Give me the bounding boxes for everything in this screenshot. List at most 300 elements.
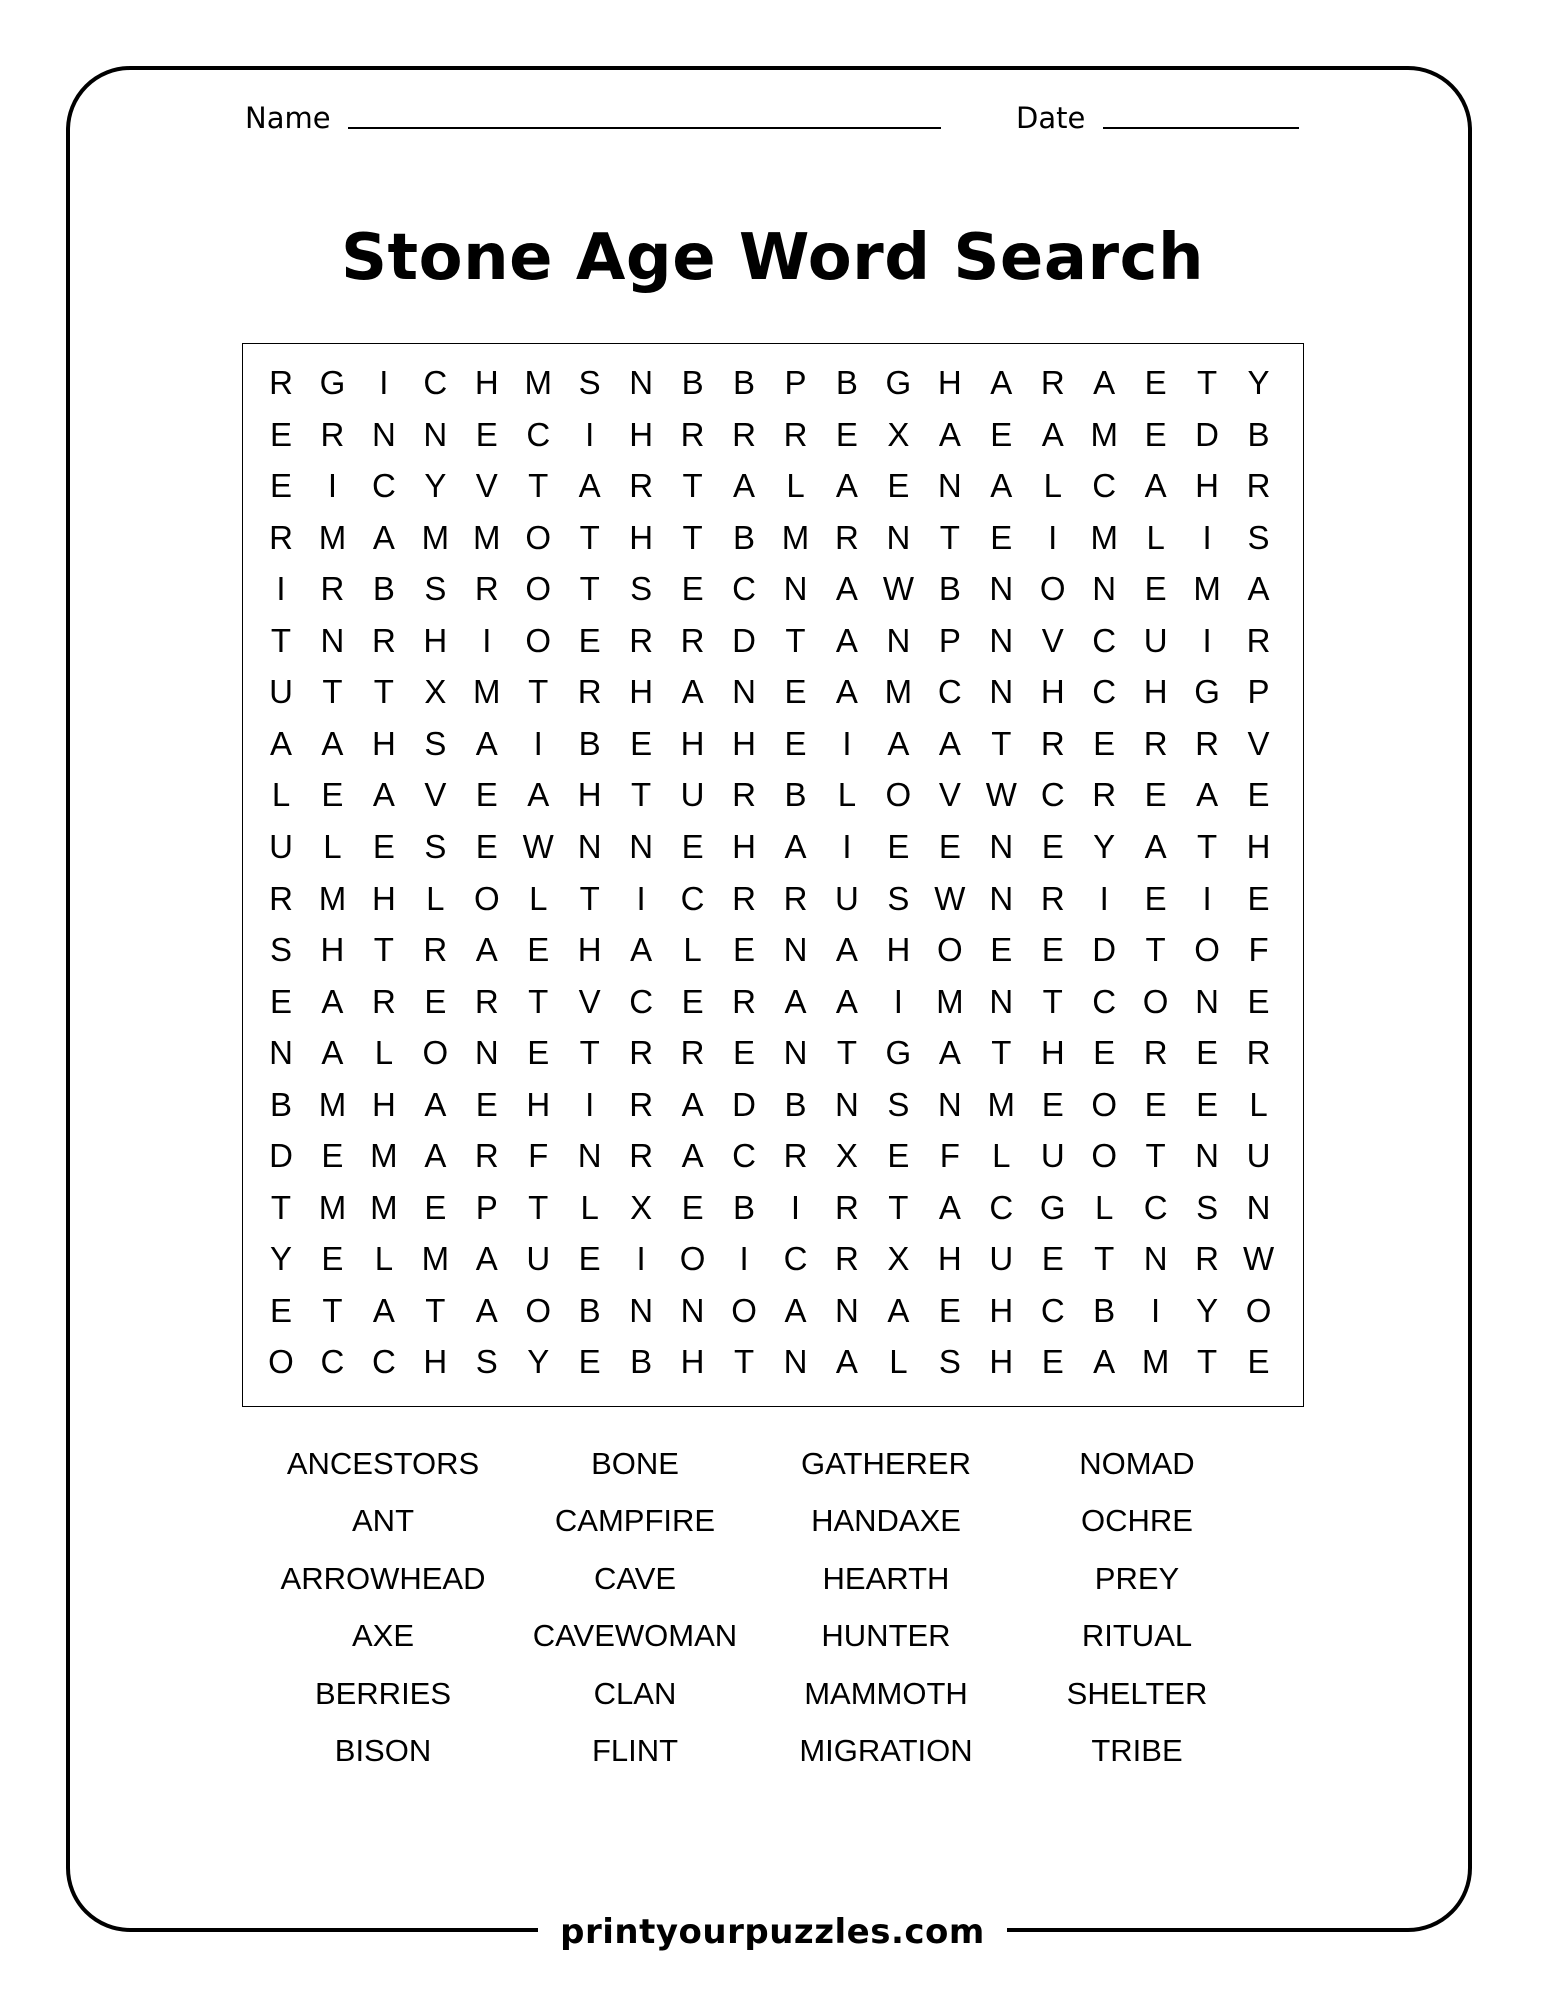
grid-cell: C <box>1092 621 1117 659</box>
grid-cell: R <box>629 1137 654 1175</box>
grid-cell: H <box>474 364 499 401</box>
word-list-item: GATHERER <box>801 1446 971 1481</box>
grid-cell: U <box>989 1240 1014 1278</box>
date-line <box>1103 127 1299 129</box>
grid-cell: A <box>990 364 1013 401</box>
word-list-item: MIGRATION <box>799 1733 973 1768</box>
word-list-item: BONE <box>591 1446 679 1481</box>
grid-cell: T <box>733 1343 755 1381</box>
grid-cell: E <box>475 1085 498 1123</box>
grid-cell: E <box>990 931 1013 969</box>
grid-cell: B <box>578 724 601 762</box>
grid-cell: T <box>270 1188 292 1226</box>
grid-cell: N <box>474 1034 499 1072</box>
word-list-item: AXE <box>351 1618 415 1654</box>
grid-cell: C <box>937 673 962 711</box>
grid-cell: N <box>629 827 654 865</box>
grid-cell: H <box>629 673 654 711</box>
grid-cell: M <box>318 1188 347 1226</box>
grid-cell: R <box>474 982 499 1020</box>
grid-cell: T <box>991 724 1012 762</box>
grid-cell: M <box>318 518 347 556</box>
grid-cell: T <box>270 621 292 659</box>
grid-cell: A <box>938 1034 961 1072</box>
grid-cell: G <box>1194 673 1220 711</box>
grid-cell: L <box>374 1240 394 1278</box>
grid-cell: A <box>938 415 961 453</box>
grid-cell: W <box>1242 1240 1275 1278</box>
grid-cell: R <box>783 1137 808 1175</box>
grid-cell: M <box>987 1085 1016 1123</box>
word-list-item: HEARTH <box>822 1560 950 1596</box>
grid-cell: A <box>1144 467 1167 505</box>
grid-cell: A <box>681 1137 704 1175</box>
grid-cell: E <box>990 518 1013 556</box>
grid-cell: I <box>842 724 852 762</box>
footer <box>0 1902 1545 1962</box>
grid-cell: H <box>423 621 448 659</box>
grid-cell: H <box>1246 827 1271 865</box>
grid-cell: M <box>318 879 347 917</box>
letter-grid <box>242 343 1304 1407</box>
grid-cell: E <box>578 621 601 659</box>
grid-cell: P <box>1247 673 1270 711</box>
grid-cell: T <box>1197 364 1218 401</box>
grid-cell: U <box>1246 1137 1271 1175</box>
grid-cell: E <box>1247 982 1270 1020</box>
grid-cell: O <box>937 931 963 969</box>
grid-cell: A <box>321 982 344 1020</box>
grid-cell: A <box>475 931 498 969</box>
grid-cell: N <box>989 570 1014 608</box>
grid-cell: N <box>989 982 1014 1020</box>
grid-cell: R <box>629 1034 654 1072</box>
grid-cell: P <box>938 621 961 659</box>
grid-cell: A <box>630 931 653 969</box>
grid-cell: U <box>835 879 859 917</box>
grid-cell: F <box>939 1137 960 1175</box>
grid-cell: R <box>269 364 293 401</box>
grid-cell: R <box>474 1137 499 1175</box>
grid-cell: T <box>991 1034 1012 1072</box>
grid-cell: H <box>1143 673 1168 711</box>
grid-cell: H <box>680 724 705 762</box>
grid-cell: M <box>421 518 450 556</box>
grid-cell: E <box>733 1034 756 1072</box>
grid-cell: E <box>321 776 344 814</box>
grid-cell: A <box>835 673 858 711</box>
grid-cell: A <box>835 931 858 969</box>
grid-cell: C <box>783 1240 808 1278</box>
grid-cell: S <box>269 931 292 969</box>
grid-cell: R <box>835 1240 859 1278</box>
grid-cell: A <box>733 467 756 505</box>
grid-cell: L <box>992 1137 1011 1175</box>
grid-cell: I <box>1202 621 1212 659</box>
grid-cell: S <box>424 570 447 608</box>
grid-cell: U <box>680 776 705 814</box>
grid-cell: N <box>732 673 756 711</box>
grid-cell: N <box>577 827 602 865</box>
grid-cell: F <box>1248 931 1269 969</box>
grid-cell: H <box>937 364 962 401</box>
grid-cell: E <box>630 724 653 762</box>
grid-cell: W <box>882 570 914 608</box>
word-list-item: ARROWHEAD <box>280 1560 486 1596</box>
grid-cell: E <box>475 827 498 865</box>
grid-cell: O <box>525 621 552 659</box>
grid-cell: R <box>783 879 808 917</box>
grid-cell: L <box>426 879 445 917</box>
grid-cell: H <box>937 1240 962 1278</box>
grid-cell: S <box>887 1085 910 1123</box>
grid-cell: A <box>578 467 601 505</box>
grid-cell: F <box>528 1137 549 1175</box>
grid-cell: Y <box>527 1343 550 1381</box>
grid-cell: O <box>473 879 500 917</box>
grid-cell: C <box>1040 1291 1065 1329</box>
grid-cell: T <box>322 1291 343 1329</box>
grid-cell: Y <box>269 1240 292 1278</box>
word-list-item: CAVE <box>593 1560 677 1596</box>
grid-cell: A <box>1144 827 1167 865</box>
grid-cell: N <box>629 1291 654 1329</box>
grid-cell: T <box>373 931 394 969</box>
grid-cell: Y <box>1196 1291 1219 1329</box>
grid-cell: B <box>733 518 756 556</box>
grid-cell: L <box>529 879 548 917</box>
grid-cell: T <box>1042 982 1063 1020</box>
name-label: Name <box>245 101 331 135</box>
grid-cell: E <box>1247 776 1270 814</box>
grid-cell: H <box>1040 673 1065 711</box>
grid-cell: R <box>1143 1034 1168 1072</box>
grid-cell: N <box>680 1291 705 1329</box>
grid-cell: E <box>269 1291 292 1329</box>
grid-cell: B <box>835 364 858 401</box>
grid-cell: T <box>579 518 600 556</box>
word-list-item: FLINT <box>591 1733 679 1768</box>
grid-cell: O <box>525 1291 552 1329</box>
grid-cell: E <box>321 1240 344 1278</box>
grid-cell: V <box>1041 621 1064 659</box>
grid-cell: Y <box>1093 827 1116 865</box>
grid-cell: E <box>1247 879 1270 917</box>
grid-cell: T <box>1145 931 1166 969</box>
grid-cell: I <box>585 415 595 453</box>
grid-cell: L <box>837 776 857 814</box>
grid-cell: M <box>473 518 501 556</box>
grid-cell: N <box>783 1034 808 1072</box>
grid-cell: R <box>1246 467 1271 505</box>
grid-cell: B <box>269 1085 292 1123</box>
grid-cell: V <box>424 776 447 814</box>
grid-cell: A <box>1041 415 1064 453</box>
grid-cell: R <box>680 1034 705 1072</box>
grid-cell: H <box>989 1343 1014 1381</box>
grid-cell: I <box>636 879 646 917</box>
grid-cell: E <box>681 570 704 608</box>
grid-cell: W <box>985 776 1017 814</box>
grid-cell: A <box>835 1343 858 1381</box>
grid-cell: A <box>475 1291 498 1329</box>
grid-cell: A <box>835 621 858 659</box>
grid-cell: E <box>1144 364 1167 401</box>
grid-cell: H <box>629 415 654 453</box>
grid-cell: E <box>1144 1085 1167 1123</box>
word-list-item: NOMAD <box>1079 1446 1195 1481</box>
grid-cell: C <box>1092 982 1117 1020</box>
grid-cell: O <box>422 1034 449 1072</box>
grid-cell: A <box>784 982 807 1020</box>
grid-cell: O <box>1039 570 1066 608</box>
grid-cell: H <box>526 1085 551 1123</box>
grid-cell: M <box>936 982 964 1020</box>
grid-cell: X <box>887 1240 910 1278</box>
grid-cell: B <box>630 1343 653 1381</box>
grid-cell: A <box>681 1085 704 1123</box>
grid-cell: S <box>578 364 601 401</box>
grid-cell: E <box>372 827 395 865</box>
grid-cell: M <box>1193 570 1221 608</box>
grid-cell: R <box>732 776 756 814</box>
grid-cell: N <box>629 364 654 401</box>
grid-cell: B <box>938 570 961 608</box>
grid-cell: H <box>577 931 602 969</box>
grid-cell: A <box>681 673 704 711</box>
grid-cell: U <box>269 673 293 711</box>
grid-cell: R <box>1246 1034 1271 1072</box>
grid-cell: E <box>733 931 756 969</box>
grid-cell: R <box>320 570 345 608</box>
grid-cell: A <box>475 724 498 762</box>
grid-cell: I <box>893 982 903 1020</box>
grid-cell: R <box>1040 724 1065 762</box>
grid-cell: I <box>1202 879 1212 917</box>
grid-cell: D <box>732 1085 756 1123</box>
name-line <box>348 127 941 129</box>
grid-cell: C <box>680 879 705 917</box>
grid-cell: B <box>784 1085 807 1123</box>
word-list-item: CAMPFIRE <box>554 1503 716 1539</box>
grid-cell: Y <box>424 467 447 505</box>
grid-cell: N <box>269 1034 293 1072</box>
grid-cell: M <box>884 673 913 711</box>
grid-cell: R <box>680 415 705 453</box>
grid-cell: N <box>937 467 962 505</box>
grid-cell: H <box>680 1343 705 1381</box>
word-list-item: SHELTER <box>1066 1675 1208 1711</box>
grid-cell: E <box>1041 1085 1064 1123</box>
grid-cell: A <box>887 724 910 762</box>
grid-cell: H <box>886 931 911 969</box>
grid-cell: A <box>372 1291 395 1329</box>
grid-cell: L <box>580 1188 599 1226</box>
grid-cell: H <box>732 827 756 865</box>
word-list-item: MAMMOTH <box>804 1675 968 1711</box>
grid-cell: E <box>938 827 961 865</box>
grid-cell: R <box>732 982 756 1020</box>
grid-cell: I <box>1048 518 1058 556</box>
grid-cell: N <box>783 570 808 608</box>
grid-cell: P <box>475 1188 498 1226</box>
grid-cell: A <box>784 1291 807 1329</box>
grid-cell: I <box>379 364 389 401</box>
grid-cell: T <box>1197 827 1218 865</box>
grid-cell: B <box>578 1291 601 1329</box>
grid-cell: S <box>424 724 447 762</box>
grid-cell: U <box>269 827 293 865</box>
grid-cell: M <box>421 1240 450 1278</box>
grid-cell: E <box>475 415 498 453</box>
grid-cell: M <box>1090 415 1118 453</box>
word-list-item: TRIBE <box>1091 1733 1183 1768</box>
grid-cell: Y <box>1247 364 1270 401</box>
grid-cell: H <box>371 879 396 917</box>
grid-cell: A <box>1196 776 1219 814</box>
grid-cell: L <box>786 467 805 505</box>
grid-cell: T <box>528 467 549 505</box>
grid-cell: I <box>327 467 338 505</box>
grid-cell: P <box>784 364 807 401</box>
grid-cell: N <box>937 1085 962 1123</box>
grid-cell: N <box>1195 982 1220 1020</box>
grid-cell: M <box>370 1137 398 1175</box>
grid-cell: T <box>1094 1240 1115 1278</box>
grid-cell: B <box>372 570 395 608</box>
word-list-item: CLAN <box>593 1675 677 1711</box>
grid-cell: S <box>1196 1188 1219 1226</box>
grid-cell: H <box>320 931 345 969</box>
grid-cell: L <box>1249 1085 1268 1123</box>
grid-cell: R <box>1092 776 1117 814</box>
grid-cell: N <box>886 621 911 659</box>
grid-cell: E <box>475 776 498 814</box>
grid-cell: E <box>1144 415 1167 453</box>
grid-cell: T <box>785 621 806 659</box>
grid-cell: T <box>1197 1343 1218 1381</box>
grid-cell: E <box>681 827 704 865</box>
grid-cell: H <box>1195 467 1220 505</box>
grid-cell: R <box>269 518 293 556</box>
grid-cell: C <box>1040 776 1065 814</box>
grid-cell: A <box>835 467 858 505</box>
grid-cell: R <box>732 879 756 917</box>
grid-cell: N <box>989 827 1014 865</box>
grid-cell: O <box>525 570 552 608</box>
grid-cell: I <box>276 570 286 608</box>
grid-cell: E <box>1093 724 1116 762</box>
grid-cell: E <box>887 827 910 865</box>
grid-cell: E <box>1247 1343 1270 1381</box>
grid-cell: N <box>320 621 345 659</box>
grid-cell: E <box>938 1291 961 1329</box>
grid-cell: E <box>887 467 910 505</box>
grid-cell: T <box>528 1188 549 1226</box>
grid-cell: X <box>630 1188 653 1226</box>
grid-cell: E <box>578 1343 601 1381</box>
grid-cell: A <box>1093 1343 1116 1381</box>
grid-cell: C <box>732 1137 756 1175</box>
grid-cell: E <box>1196 1034 1219 1072</box>
grid-cell: O <box>1091 1137 1118 1175</box>
grid-cell: U <box>1143 621 1168 659</box>
grid-cell: R <box>423 931 448 969</box>
grid-cell: E <box>269 982 292 1020</box>
grid-cell: E <box>1144 879 1167 917</box>
grid-cell: V <box>1247 724 1270 762</box>
word-list-item: ANT <box>352 1503 414 1539</box>
grid-cell: T <box>1145 1137 1166 1175</box>
grid-cell: A <box>835 570 858 608</box>
grid-cell: C <box>423 364 448 401</box>
grid-cell: R <box>629 1085 654 1123</box>
grid-cell: R <box>1040 879 1065 917</box>
grid-cell: E <box>527 1034 550 1072</box>
grid-cell: I <box>790 1188 801 1226</box>
grid-cell: O <box>1194 931 1220 969</box>
grid-cell: I <box>1151 1291 1161 1329</box>
grid-cell: S <box>1247 518 1270 556</box>
grid-cell: L <box>1146 518 1165 556</box>
grid-cell: M <box>1141 1343 1170 1381</box>
grid-cell: E <box>681 982 704 1020</box>
grid-cell: S <box>424 827 447 865</box>
grid-cell: E <box>1144 776 1167 814</box>
word-list-item: HANDAXE <box>811 1503 961 1539</box>
grid-cell: A <box>887 1291 910 1329</box>
grid-cell: N <box>783 1343 808 1381</box>
grid-cell: T <box>939 518 960 556</box>
grid-cell: R <box>732 415 756 453</box>
grid-cell: H <box>577 776 602 814</box>
grid-cell: E <box>887 1137 910 1175</box>
grid-cell: R <box>835 518 859 556</box>
grid-cell: E <box>269 467 292 505</box>
grid-cell: A <box>475 1240 498 1278</box>
grid-cell: I <box>533 724 543 762</box>
grid-cell: M <box>781 518 810 556</box>
grid-cell: A <box>269 724 292 762</box>
grid-cell: E <box>990 415 1013 453</box>
word-list-item: CAVEWOMAN <box>532 1618 738 1654</box>
grid-cell: B <box>681 364 704 401</box>
grid-cell: T <box>579 570 600 608</box>
grid-cell: X <box>424 673 447 711</box>
word-list-item: RITUAL <box>1081 1618 1193 1654</box>
grid-cell: W <box>934 879 966 917</box>
grid-cell: N <box>1092 570 1117 608</box>
grid-cell: A <box>372 518 395 556</box>
grid-cell: E <box>1196 1085 1219 1123</box>
grid-cell: T <box>579 1034 600 1072</box>
grid-cell: L <box>271 776 291 814</box>
grid-cell: A <box>372 776 395 814</box>
grid-cell: T <box>682 518 703 556</box>
grid-cell: R <box>1040 364 1065 401</box>
grid-cell: T <box>682 467 703 505</box>
grid-cell: V <box>475 467 498 505</box>
grid-cell: L <box>374 1034 394 1072</box>
grid-cell: R <box>577 673 602 711</box>
grid-cell: A <box>321 724 344 762</box>
grid-cell: B <box>733 364 756 401</box>
grid-cell: B <box>1247 415 1270 453</box>
grid-cell: E <box>578 1240 601 1278</box>
grid-cell: G <box>885 1034 912 1072</box>
grid-cell: N <box>886 518 911 556</box>
grid-cell: M <box>473 673 501 711</box>
